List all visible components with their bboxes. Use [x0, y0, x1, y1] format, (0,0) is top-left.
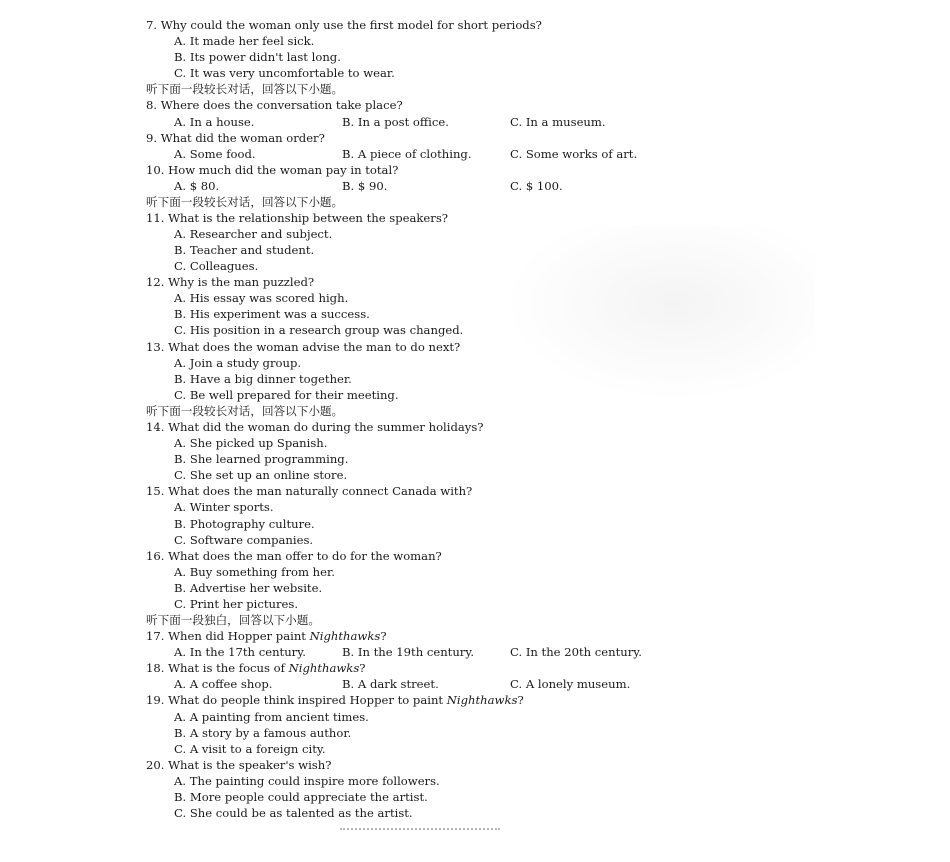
- question-10: 10. How much did the woman pay in total?: [146, 163, 399, 177]
- option-10a: A. $ 80.: [174, 179, 220, 193]
- artwork-title: Nighthawks: [288, 661, 360, 675]
- option-7c: C. It was very uncomfortable to wear.: [174, 66, 395, 80]
- question-15: 15. What does the man naturally connect Canada with?: [146, 484, 473, 498]
- option-12c: C. His position in a research group was changed.: [174, 323, 464, 337]
- question-13: 13. What does the woman advise the man to do next?: [146, 340, 461, 354]
- question-text: 19. What do people think inspired Hopper to paint: [146, 693, 447, 707]
- option-17c: C. In the 20th century.: [510, 645, 642, 659]
- option-19b: B. A story by a famous author.: [174, 726, 352, 740]
- option-19c: C. A visit to a foreign city.: [174, 742, 326, 756]
- question-16: 16. What does the man offer to do for the woman?: [146, 549, 442, 563]
- option-10c: C. $ 100.: [510, 179, 563, 193]
- option-14a: A. She picked up Spanish.: [174, 436, 328, 450]
- option-9b: B. A piece of clothing.: [342, 147, 472, 161]
- question-19: [146, 692, 524, 708]
- option-16b: B. Advertise her website.: [174, 581, 323, 595]
- question-17: [146, 628, 387, 644]
- page-footer-cutoff: [340, 828, 500, 842]
- option-19a: A. A painting from ancient times.: [174, 710, 369, 724]
- option-16c: C. Print her pictures.: [174, 597, 299, 611]
- question-12: 12. Why is the man puzzled?: [146, 275, 315, 289]
- option-7b: B. Its power didn't last long.: [174, 50, 341, 64]
- option-11c: C. Colleagues.: [174, 259, 259, 273]
- question-mark: ?: [380, 629, 387, 643]
- option-11b: B. Teacher and student.: [174, 243, 315, 257]
- question-9: 9. What did the woman order?: [146, 131, 325, 145]
- scan-smudge: [505, 225, 815, 400]
- option-10b: B. $ 90.: [342, 179, 388, 193]
- question-7: 7. Why could the woman only use the first model for short periods?: [146, 18, 542, 32]
- option-20b: B. More people could appreciate the artist.: [174, 790, 428, 804]
- question-text: 18. What is the focus of: [146, 661, 289, 675]
- option-12a: A. His essay was scored high.: [174, 291, 349, 305]
- option-20c: C. She could be as talented as the artist.: [174, 806, 413, 820]
- option-18a: A. A coffee shop.: [174, 677, 273, 691]
- section-instruction: 听下面一段较长对话，回答以下小题。: [146, 404, 344, 418]
- option-8a: A. In a house.: [174, 115, 255, 129]
- option-13c: C. Be well prepared for their meeting.: [174, 388, 399, 402]
- option-16a: A. Buy something from her.: [174, 565, 335, 579]
- question-14: 14. What did the woman do during the summer holidays?: [146, 420, 484, 434]
- option-15b: B. Photography culture.: [174, 517, 315, 531]
- question-8: 8. Where does the conversation take place?: [146, 98, 403, 112]
- option-8c: C. In a museum.: [510, 115, 606, 129]
- option-18c: C. A lonely museum.: [510, 677, 631, 691]
- option-13b: B. Have a big dinner together.: [174, 372, 352, 386]
- option-17b: B. In the 19th century.: [342, 645, 475, 659]
- option-17a: A. In the 17th century.: [174, 645, 306, 659]
- option-14c: C. She set up an online store.: [174, 468, 348, 482]
- section-instruction: 听下面一段独白，回答以下小题。: [146, 613, 320, 627]
- option-12b: B. His experiment was a success.: [174, 307, 370, 321]
- artwork-title: Nighthawks: [446, 693, 518, 707]
- option-15a: A. Winter sports.: [174, 500, 274, 514]
- option-20a: A. The painting could inspire more followers.: [174, 774, 440, 788]
- question-11: 11. What is the relationship between the speakers?: [146, 211, 448, 225]
- option-7a: A. It made her feel sick.: [174, 34, 315, 48]
- option-9c: C. Some works of art.: [510, 147, 638, 161]
- section-instruction: 听下面一段较长对话，回答以下小题。: [146, 195, 344, 209]
- artwork-title: Nighthawks: [309, 629, 381, 643]
- option-11a: A. Researcher and subject.: [174, 227, 333, 241]
- option-8b: B. In a post office.: [342, 115, 449, 129]
- option-14b: B. She learned programming.: [174, 452, 349, 466]
- option-13a: A. Join a study group.: [174, 356, 302, 370]
- option-18b: B. A dark street.: [342, 677, 439, 691]
- question-20: 20. What is the speaker's wish?: [146, 758, 332, 772]
- option-9a: A. Some food.: [174, 147, 256, 161]
- question-18: [146, 660, 366, 676]
- section-instruction: 听下面一段较长对话，回答以下小题。: [146, 82, 344, 96]
- question-mark: ?: [359, 661, 366, 675]
- option-15c: C. Software companies.: [174, 533, 314, 547]
- question-text: 17. When did Hopper paint: [146, 629, 310, 643]
- question-mark: ?: [517, 693, 524, 707]
